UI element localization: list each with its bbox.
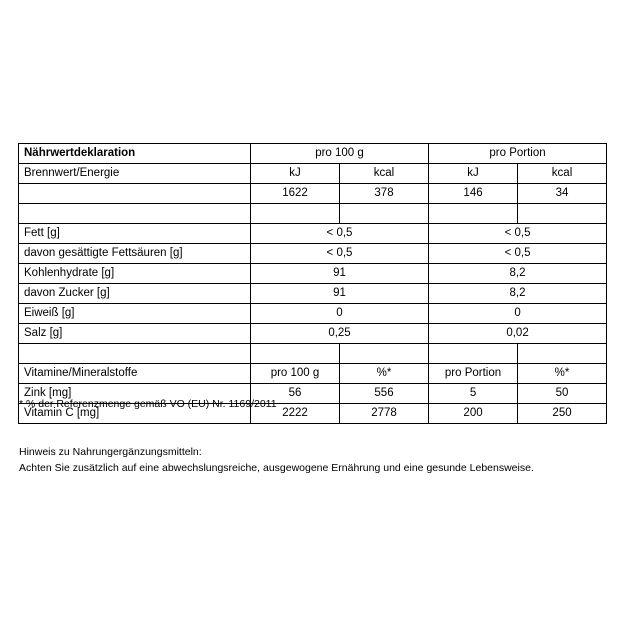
row-label-vitamins-minerals: Vitamine/Mineralstoffe <box>19 364 251 384</box>
fat-100g: < 0,5 <box>251 224 429 244</box>
saturated-fat-100g: < 0,5 <box>251 244 429 264</box>
energy-unit-kj-portion: kJ <box>429 164 518 184</box>
zinc-percent-100g: 556 <box>340 384 429 404</box>
row-label-salt: Salz [g] <box>19 324 251 344</box>
header-per-portion: pro Portion <box>429 144 607 164</box>
table-row <box>19 224 607 244</box>
vitamin-c-percent-100g: 2778 <box>340 404 429 424</box>
energy-kj-portion: 146 <box>429 184 518 204</box>
row-label-vitamin-c: Vitamin C [mg] <box>19 404 251 424</box>
table-row <box>19 164 607 184</box>
energy-kcal-portion: 34 <box>518 184 607 204</box>
vitamins-header-percent-100g: %* <box>340 364 429 384</box>
supplement-notice-text: Achten Sie zusätzlich auf eine abwechslungsreiche, ausgewogene Ernährung und eine gesunde Lebensweise. <box>19 462 534 474</box>
protein-portion: 0 <box>429 304 607 324</box>
supplement-notice <box>19 444 534 476</box>
header-per-100g: pro 100 g <box>251 144 429 164</box>
table-spacer-row <box>19 204 607 224</box>
fat-portion: < 0,5 <box>429 224 607 244</box>
row-label-sugar: davon Zucker [g] <box>19 284 251 304</box>
row-label-saturated-fat: davon gesättigte Fettsäuren [g] <box>19 244 251 264</box>
vitamin-c-portion: 200 <box>429 404 518 424</box>
table-row <box>19 184 607 204</box>
energy-kj-100g: 1622 <box>251 184 340 204</box>
row-label-protein: Eiweiß [g] <box>19 304 251 324</box>
row-label-energy: Brennwert/Energie <box>19 164 251 184</box>
row-label-zinc: Zink [mg] <box>19 384 251 404</box>
zinc-portion: 5 <box>429 384 518 404</box>
table-row <box>19 264 607 284</box>
vitamin-c-percent-portion: 250 <box>518 404 607 424</box>
vitamins-header-per-100g: pro 100 g <box>251 364 340 384</box>
salt-portion: 0,02 <box>429 324 607 344</box>
carbohydrates-100g: 91 <box>251 264 429 284</box>
table-title-cell: Nährwertdeklaration <box>19 144 251 164</box>
nutrition-table-container <box>18 143 606 424</box>
reference-footnote: * % der Referenzmenge gemäß VO (EU) Nr. 1169/2011 <box>19 398 277 410</box>
table-row <box>19 304 607 324</box>
protein-100g: 0 <box>251 304 429 324</box>
carbohydrates-portion: 8,2 <box>429 264 607 284</box>
table-row <box>19 324 607 344</box>
zinc-100g: 56 <box>251 384 340 404</box>
sugar-portion: 8,2 <box>429 284 607 304</box>
nutrition-table <box>18 143 607 424</box>
sugar-100g: 91 <box>251 284 429 304</box>
table-row <box>19 244 607 264</box>
row-label-fat: Fett [g] <box>19 224 251 244</box>
vitamins-header-row <box>19 364 607 384</box>
energy-unit-kj-100g: kJ <box>251 164 340 184</box>
table-spacer-row <box>19 344 607 364</box>
energy-unit-kcal-100g: kcal <box>340 164 429 184</box>
zinc-percent-portion: 50 <box>518 384 607 404</box>
supplement-notice-title: Hinweis zu Nahrungergänzungsmitteln: <box>19 446 202 458</box>
row-label-energy-values <box>19 184 251 204</box>
energy-unit-kcal-portion: kcal <box>518 164 607 184</box>
vitamins-header-per-portion: pro Portion <box>429 364 518 384</box>
table-row <box>19 284 607 304</box>
table-header-row <box>19 144 607 164</box>
saturated-fat-portion: < 0,5 <box>429 244 607 264</box>
salt-100g: 0,25 <box>251 324 429 344</box>
vitamin-c-100g: 2222 <box>251 404 340 424</box>
vitamins-header-percent-portion: %* <box>518 364 607 384</box>
energy-kcal-100g: 378 <box>340 184 429 204</box>
row-label-carbohydrates: Kohlenhydrate [g] <box>19 264 251 284</box>
